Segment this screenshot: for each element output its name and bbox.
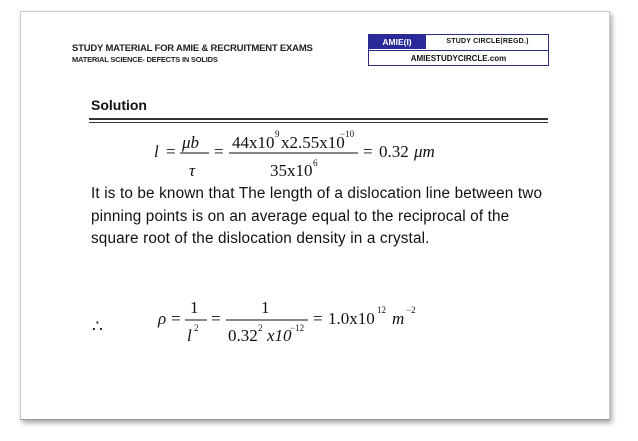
eq2-result-exp: 12 — [377, 305, 386, 315]
eq2-denominator-2a-exp: 2 — [258, 323, 263, 333]
eq1-equals-3: = — [363, 142, 373, 161]
eq1-denominator-1: τ — [189, 161, 196, 180]
eq1-equals-2: = — [214, 142, 224, 161]
bottom-divider — [20, 419, 610, 420]
eq2-denominator-1-exp: 2 — [194, 323, 199, 333]
badge-study-circle-label: STUDY CIRCLE(REGD.) — [425, 35, 549, 49]
eq1-lhs: l — [154, 142, 159, 161]
eq1-numerator-2b-exp: −10 — [340, 129, 355, 139]
eq1-equals-1: = — [166, 142, 176, 161]
eq2-equals-1: = — [171, 309, 181, 328]
eq2-numerator-1: 1 — [190, 298, 199, 317]
eq1-numerator-1: μb — [182, 133, 200, 152]
eq1-denominator-2-exp: 6 — [313, 158, 318, 168]
eq2-denominator-2a: 0.32 — [228, 326, 258, 345]
explanation-paragraph: It is to be known that The length of a dislocation line between two pinning points is on an average equal to the reciprocal of the square root of the dislocation density in a crystal. — [91, 185, 543, 247]
badge-url-label: AMIESTUDYCIRCLE.com — [369, 50, 548, 66]
section-heading: Solution — [91, 97, 147, 113]
eq1-numerator-2a-exp: 9 — [275, 129, 280, 139]
eq2-lhs: ρ — [158, 309, 167, 328]
eq1-numerator-2b: x2.55x10 — [281, 133, 345, 152]
eq2-result: 1.0x10 — [328, 309, 375, 328]
therefore-symbol: ∴ — [92, 317, 103, 336]
eq2-numerator-2: 1 — [261, 298, 270, 317]
eq2-unit-exp: −2 — [406, 305, 416, 315]
eq2-denominator-1: l — [187, 326, 192, 345]
eq2-equals-3: = — [313, 309, 323, 328]
eq2-equals-2: = — [211, 309, 221, 328]
eq1-unit: μm — [414, 142, 435, 161]
eq2-denominator-2b-exp: −12 — [290, 323, 305, 333]
eq1-result: 0.32 — [379, 142, 409, 161]
badge-amie-label: AMIE(I) — [369, 35, 425, 49]
header-subtitle: MATERIAL SCIENCE- DEFECTS IN SOLIDS — [72, 55, 218, 64]
eq2-denominator-2b: x10 — [267, 326, 292, 345]
header-title: STUDY MATERIAL FOR AMIE & RECRUITMENT EXAMS — [72, 43, 313, 54]
eq1-denominator-2: 35x10 — [270, 161, 313, 180]
eq2-unit: m — [392, 309, 405, 328]
eq1-numerator-2a: 44x10 — [232, 133, 275, 152]
